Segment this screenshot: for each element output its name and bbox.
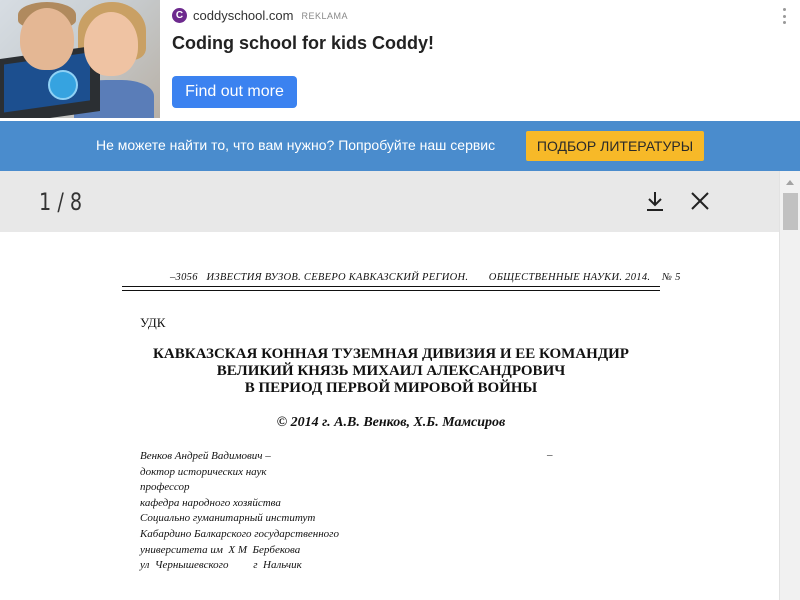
ad-image-detail <box>84 12 138 76</box>
download-button[interactable] <box>644 190 666 212</box>
ad-favicon-icon: C <box>172 8 187 23</box>
ad-more-options-icon[interactable] <box>778 6 790 26</box>
ad-image-detail <box>20 8 74 70</box>
author-info <box>140 449 339 574</box>
close-icon <box>689 190 711 212</box>
literature-banner <box>0 121 800 171</box>
literature-selection-button[interactable]: ПОДБОР ЛИТЕРАТУРЫ <box>526 131 704 161</box>
document-page <box>0 232 779 600</box>
page-counter: 1 / 8 <box>39 188 83 216</box>
scrollbar[interactable] <box>779 171 800 600</box>
ad-image[interactable] <box>0 0 160 118</box>
ad-label: REKLAMA <box>301 10 348 21</box>
viewer-toolbar <box>0 171 779 232</box>
dot <box>783 21 786 24</box>
author-info-line: Кабардино Балкарского государственного <box>140 527 339 540</box>
banner-text: Не можете найти то, что вам нужно? Попробуйте наш сервис <box>96 137 496 153</box>
header-rule <box>122 290 660 291</box>
article-title <box>122 346 660 397</box>
ad-domain[interactable]: coddyschool.com <box>193 8 294 23</box>
author-info-dash: – <box>547 449 553 461</box>
article-title-line: КАВКАЗСКАЯ КОННАЯ ТУЗЕМНАЯ ДИВИЗИЯ И ЕЕ КОМАНДИР <box>153 346 629 362</box>
ad-site-line[interactable] <box>172 8 348 23</box>
scroll-thumb[interactable] <box>783 193 798 230</box>
author-info-line: доктор исторических наук <box>140 465 267 478</box>
article-byline: © 2014 г. А.В. Венков, Х.Б. Мамсиров <box>276 415 506 430</box>
running-header: –3056 ИЗВЕСТИЯ ВУЗОВ. СЕВЕРО КАВКАЗСКИЙ РЕГИОН. ОБЩЕСТВЕННЫЕ НАУКИ. 2014. № 5 <box>170 272 681 283</box>
author-info-line: профессор <box>140 481 190 494</box>
article-title-line: ВЕЛИКИЙ КНЯЗЬ МИХАИЛ АЛЕКСАНДРОВИЧ <box>216 363 566 379</box>
ad-image-logo <box>48 70 78 100</box>
author-info-line: Социально гуманитарный институт <box>140 512 316 525</box>
ad-find-out-more-button[interactable]: Find out more <box>172 76 297 108</box>
dot <box>783 15 786 18</box>
author-info-line: ул Чернышевского г Нальчик <box>140 559 302 572</box>
dot <box>783 8 786 11</box>
ad-block[interactable] <box>0 0 800 121</box>
header-rule <box>122 286 660 287</box>
ad-title[interactable]: Coding school for kids Coddy! <box>172 33 434 53</box>
scroll-up-arrow-icon[interactable] <box>786 180 794 185</box>
author-info-line: кафедра народного хозяйства <box>140 496 281 509</box>
udk-label: УДК <box>140 315 166 330</box>
close-button[interactable] <box>689 190 711 212</box>
author-info-line: университета им Х М Бербекова <box>140 543 301 556</box>
article-title-line: В ПЕРИОД ПЕРВОЙ МИРОВОЙ ВОЙНЫ <box>244 380 538 396</box>
author-info-line: Венков Андрей Вадимович – <box>140 450 271 462</box>
download-icon <box>644 190 666 212</box>
